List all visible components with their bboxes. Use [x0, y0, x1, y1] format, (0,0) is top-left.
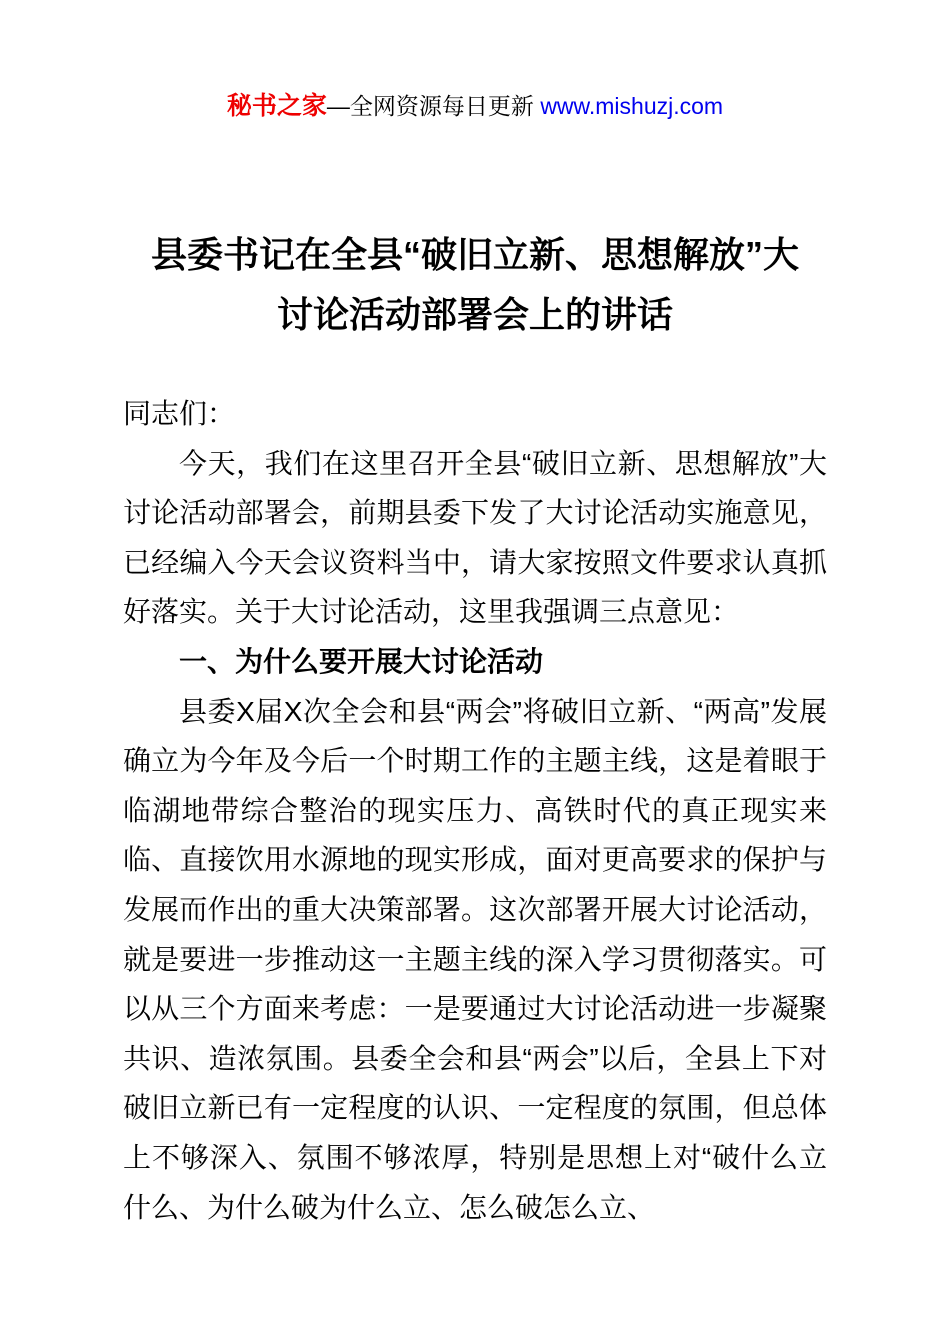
header-tagline: —全网资源每日更新	[326, 93, 541, 119]
paragraph-intro: 今天，我们在这里召开全县“破旧立新、思想解放”大讨论活动部署会，前期县委下发了大讨论活动实施意见，已经编入今天会议资料当中，请大家按照文件要求认真抓好落实。关于大讨论活动，这里我强调三点意见：	[123, 447, 827, 628]
brand-name: 秘书之家	[226, 93, 327, 120]
site-header	[0, 0, 950, 121]
paragraph-salutation: 同志们：	[123, 398, 236, 429]
title-line-2: 讨论活动部署会上的讲话	[276, 294, 673, 335]
paragraph-section-body: 县委X届X次全会和县“两会”将破旧立新、“两高”发展确立为今年及今后一个时期工作的主题主线，这是着眼于临湖地带综合整治的现实压力、高铁时代的真正现实来临、直接饮用水源地的现实形成，面对更高要求的保护与发展而作出的重大决策部署。这次部署开展大讨论活动，就是要进一步推动这一主题主线的深入学习贯彻落实。可以从三个方面来考虑：一是要通过大讨论活动进一步凝聚共识、造浓氛围。县委全会和县“两会”以后，全县上下对破旧立新已有一定程度的认识、一定程度的氛围，但总体上不够深入、氛围不够浓厚，特别是思想上对“破什么立什么、为什么破为什么立、怎么破怎么立、	[123, 695, 827, 1223]
site-url-link[interactable]: www.mishuzj.com	[540, 93, 724, 119]
document-body	[123, 389, 827, 1232]
page-title	[0, 225, 950, 345]
title-line-1: 县委书记在全县“破旧立新、思想解放”大	[150, 234, 799, 275]
section-heading: 一、为什么要开展大讨论活动	[179, 645, 544, 677]
